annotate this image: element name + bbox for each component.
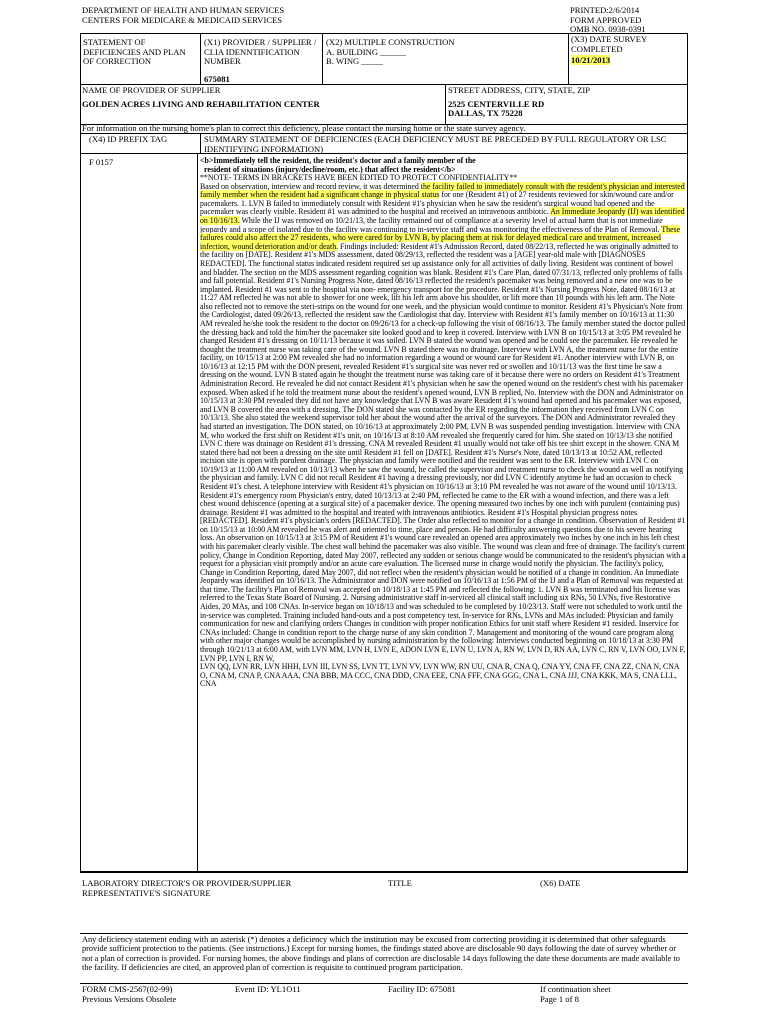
omb-number: OMB NO. 0938-0391: [570, 24, 646, 35]
summary-statement-label: SUMMARY STATEMENT OF DEFICIENCIES (EACH DEFICIENCY MUST BE PRECEDED BY FULL REGULATORY OR LSC IDENTIFYING INFORMATION): [204, 134, 667, 154]
deficiency-narrative: [200, 157, 686, 689]
deficiency-title-line-2: resident of situations (injury/decline/room, etc.) that affect the resident</b>: [204, 164, 456, 174]
info-line: For information on the nursing home's plan to correct this deficiency, please contact the nursing home or the state survey agency.: [82, 123, 526, 133]
disclaimer: Any deficiency statement ending with an asterisk (*) denotes a deficiency which the institution may be excused from correcting providing it is determined that other safeguards provide sufficient protection to the patients. (See instructions.) Except for nursing homes, the findings stated above are disclosable 90 days following the date of survey whether or not a plan of correction is provided. For nursing homes, the above findings and plans of correction are disclosable 14 days following the date these documents are made available to the facility. If deficiencies are cited, an approved plan of correction is requisite to continued program participation.: [82, 935, 680, 972]
x4-id-prefix-label: (X4) ID PREFIX TAG: [89, 134, 168, 144]
page-info: [540, 985, 611, 1004]
x3-date: 10/21/2013: [571, 55, 611, 65]
staff-list-line-1: LVN QQ, LVN RR, LVN HHH, LVN III, LVN SS, LVN TT, LVN VV, LVN WW, RN UU, CNA R, CNA Q, CNA YY, CNA FF, CNA ZZ, CNA N, CNA: [200, 662, 680, 672]
printed-date: PRINTED:2/6/2014: [570, 5, 640, 15]
provider-name-label: NAME OF PROVIDER OF SUPPLIER: [82, 85, 221, 95]
deficiency-tag: F 0157: [89, 157, 114, 167]
form-approved: FORM APPROVED: [570, 14, 642, 25]
date-label: (X6) DATE: [540, 878, 581, 888]
department-header: [82, 6, 284, 25]
x2-label: (X2) MULTIPLE CONSTRUCTION: [326, 37, 455, 47]
facility-id: Facility ID: 675081: [388, 984, 456, 994]
address-label: STREET ADDRESS, CITY, STATE, ZIP: [448, 85, 591, 95]
address-line-1: 2525 CENTERVILLE RD: [448, 99, 545, 109]
continuation-sheet: If continuation sheet: [540, 984, 611, 994]
address-line-2: DALLAS, TX 75228: [448, 108, 523, 118]
confidentiality-note: **NOTE- TERMS IN BRACKETS HAVE BEEN EDITED TO PROTECT CONFIDENTIALITY**: [200, 173, 518, 183]
title-label: TITLE: [388, 878, 412, 888]
department-name: DEPARTMENT OF HEALTH AND HUMAN SERVICES: [82, 5, 285, 15]
x3-label: (X3) DATE SURVEY COMPLETED: [571, 34, 647, 54]
form-id: FORM CMS-2567(02-99): [82, 984, 173, 994]
x1-provider-number: 675081: [204, 74, 230, 84]
x2-building: A. BUILDING ______: [326, 47, 406, 57]
director-signature-label: LABORATORY DIRECTOR'S OR PROVIDER/SUPPLIER REPRESENTATIVE'S SIGNATURE: [82, 878, 292, 898]
form-approval-block: [570, 6, 646, 35]
findings-paragraph: Based on observation, interview and record review, it was determined the facility failed to immediately consult with the resident's physician and interested family member when the resident had a significant change in physical status for one (Resident #1) of 27 residents reviewed for skin/wound care and/or pacemakers. 1. LVN B failed to immediately consult with Resident #1's physician when he saw the resident's surgical wound had opened and the pacemaker was clearly visible. Resident #1 was admitted to the hospital and received an intravenous antibiotic. An Immediate Jeopardy (IJ) was identified on 10/16/13. While the IJ was removed on 10/21/13, the facility remained out of compliance at a severity level of actual harm that is not immediate jeopardy and a scope of isolated due to the facility was continuing to in-service staff and was monitoring the effectiveness of the Plan of Removal. These failures could also affect the 27 residents, who were cared for by LVN B, by placing them at risk for delayed medical care and treatment, increased infection, wound deterioration and/or death. Findings included: Resident #1's Admission Record, dated 08/22/13, reflected he was originally admitted to the facility on [DATE]. Resident #1's MDS assessment, dated 08/29/13, reflected the resident was a [AGE] year-old male with [DIAGNOSES REDACTED]. The functional status indicated resident required set up assistance only for all activities of daily living. Resident was continent of bowel and bladder. The section on the MDS assessment regarding cognition was blank. Resident #1's Care Plan, dated 07/31/13, reflected only problems of falls and fall potential. Resident #1's Nursing Progress Note, dated 08/16/13 reflected the resident's pacemaker was being removed and a new one was to be implanted. Resident #1 was sent to the hospital via non- emergency transport for the procedure. Resident #1's Nursing Progress Note, dated 08/16/13 at 11:27 AM reflected he was not able to shower for one week, lift his left arm above his shoulder, or lift more than 10 pounds with his left arm. The Note also reflected not to remove the steri-strips on the wound for one week, and the physician would continue to monitor. Resident #1's Physician's Note from the Cardiologist, dated 09/26/13, reflected the resident saw the Cardiologist that day. Interview with Resident #1's family member on 10/16/13 at 11:30 AM revealed he/she took the resident to the doctor on 09/26/13 for a check-up following the visit of 08/16/13. The family member stated the doctor pulled the dressing back and told the him/her the pacemaker site looked good and to keep it covered. Interview with LVN B on 10/15/13 at 3:05 PM revealed he changed Resident #1's dressing on 10/11/13 because it was soiled. LVN B stated the wound was opened and he could see the pacemaker. He revealed he thought the treatment nurse was taking care of the wound. LVN B stated there was no drainage. Interview with LVN A, the treatment nurse for the entire facility, on 10/15/13 at 2:00 PM revealed she had no information regarding a wound or wound care for Resident #1. Another interview with LVN B, on 10/16/13 at 12:15 PM with the DON present, revealed Resident #1's surgical site was never red or swollen and 10/11/13 was the first time he saw a dressing on the wound. LVN B stated again he thought the treatment nurse was taking care of it because there were no orders on Resident #1's Treatment Administration Record. He revealed he did not contact Resident #1's physician when he saw the opened wound on the resident's chest with his pacemaker exposed. When asked if he told the treatment nurse about the resident's opened wound, LVN B replied, No. Interview with the DON and Administrator on 10/15/13 at 3:30 PM revealed they did not have any knowledge that LVN B was aware Resident #1's wound had opened and his pacemaker was exposed, and LVN B covered the area with a dressing. The DON stated she was contacted by the ER regarding the information they received from LVN C on 10/13/13. She also stated the weekend supervisor told her about the wound after the arrival of the surveyors. The DON and Administrator revealed they had started an investigation. The DON stated, on 10/16/13 at approximately 2:00 PM, LVN B was suspended pending investigation. Interview with CNA M, who worked the first shift on Resident #1's unit, on 10/16/13 at 8:10 AM revealed she frequently cared for him. She stated on 10/13/13 she notified LVN C there was drainage on Resident #1's dressing. CNA M revealed Resident #1 usually would not take off his tee shirt except in the shower. CNA M stated there had not been a dressing on the site until Resident #1 fell on [DATE]. Resident #1's Nurse's Note, dated 10/13/13 at 10:52 AM, reflected incision site is open with purulent drainage. The physician and family were notified and the resident was sent to the ER. Interview with LVN C on 10/19/13 at 11:00 AM revealed on 10/13/13 when he saw the wound, he called the supervisor and treatment nurse to check the wound as well as notifying the physician and family. LVN C did not recall Resident #1 having a dressing previously, nor did LVN C identify anytime he had an occasion to check Resident #1's chest. A telephone interview with Resident #1's physician on 10/16/13 at 3:10 PM revealed he was not aware of the wound until 10/13/13. Resident #1's emergency room Physician's entry, dated 10/13/13 at 2:40 PM, reflected he came to the ER with a wound infection, and there was a left chest wound dehiscence (opening at a surgical site) of a pacemaker device. The opening measured two inches by one inch with purulent (containing pus) drainage. Resident #1 was admitted to the hospital and treated with intravenous antibiotics. Resident #1's Hospital physician progress notes [REDACTED]. Resident #1's physician's orders [REDACTED]. The Order also reflected to monitor for a change in condition. Observation of Resident #1 on 10/15/13 at 10:00 AM revealed he was alert and oriented to time, place and person. He had difficulty answering questions due to his severe hearing loss. An observation on 10/15/13 at 3:15 PM of Resident #1's wound care revealed an opened area approximately two inches by one inch in his left chest with his pacemaker clearly visible. The chest wall behind the pacemaker was also visible. The wound was clean and free of drainage. The facility's current policy, Change in Condition Reporting, dated May 2007, reflected any sudden or serious change would be communicated to the resident's physician with a request for a physician visit promptly and/or an acute care evaluation. The licensed nurse in charge would notify the physician. The facility's policy, Change in Condition Reporting, dated May 2007, did not reflect when the resident's physician would be notified of a change in condition. An Immediate Jeopardy was identified on 10/16/13. The Administrator and DON were notified on 10/16/13 at 1:56 PM of the IJ and a Plan of Removal was requested at that time. The facility's Plan of Removal was accepted on 10/18/13 at 1:45 PM and reflected the following: 1. LVN B was terminated and his license was referred to the Texas State Board of Nursing. 2. Nursing administrative staff in-serviced all clinical staff including six RNs, 50 LVNs, five Restorative Aides, 20 MAs, and 108 CNAs. In-service began on 10/18/13 and was scheduled to be completed by 10/23/13. Staff were not scheduled to work until the in-service was completed. Training included hand-outs and a post competency test. In-service for RNs, LVNs and MAs included: Physician and family communication for new and clarifying orders Changes in condition with proper notification Ethics for unit staff where Resident #1 resided. Inservice for CNAs included: Change in condition report to the charge nurse of any skin condition 7. Management and monitoring of the wound care program along with other major changes would be accomplished by nursing administration by the following: Interviews conducted beginning on 10/18/13 at 3:30 PM through 10/21/13 at 6:00 AM, with LVN MM, LVN H, LVN E, ADON LVN E, LVN U, LVN A, RN W, LVN D, RN AA, LVN C, RN V, LVN OO, LVN F, LVN PP, LVN I, RN W,: [200, 181, 686, 663]
statement-of-deficiencies: STATEMENT OF DEFICIENCIES AND PLAN OF CORRECTION: [83, 37, 186, 67]
event-id: Event ID: YL1O11: [235, 984, 301, 994]
tag-column: [80, 154, 198, 872]
provider-name: GOLDEN ACRES LIVING AND REHABILITATION CENTER: [82, 99, 320, 109]
page-number: Page 1 of 8: [540, 993, 579, 1004]
deficiency-title-line-1: <b>Immediately tell the resident, the resident's doctor and a family member of the: [200, 156, 476, 165]
survey-info-table: [80, 33, 688, 154]
form-number: [82, 985, 176, 1004]
centers-name: CENTERS FOR MEDICARE & MEDICAID SERVICES: [82, 14, 283, 25]
previous-versions: Previous Versions Obsolete: [82, 993, 177, 1004]
x1-provider-label: (X1) PROVIDER / SUPPLIER / CLIA IDENNTIFICATION NUMBER: [204, 37, 317, 67]
staff-list-line-2: O, CNA M, CNA P, CNA AAA, CNA BBB, MA CCC, CNA DDD, CNA EEE, CNA FFF, CNA GGG, CNA L, CNA JJJ, CNA KKK, MA S, CNA LLL, CNA: [200, 670, 677, 689]
x2-wing: B. WING _____: [326, 56, 383, 66]
